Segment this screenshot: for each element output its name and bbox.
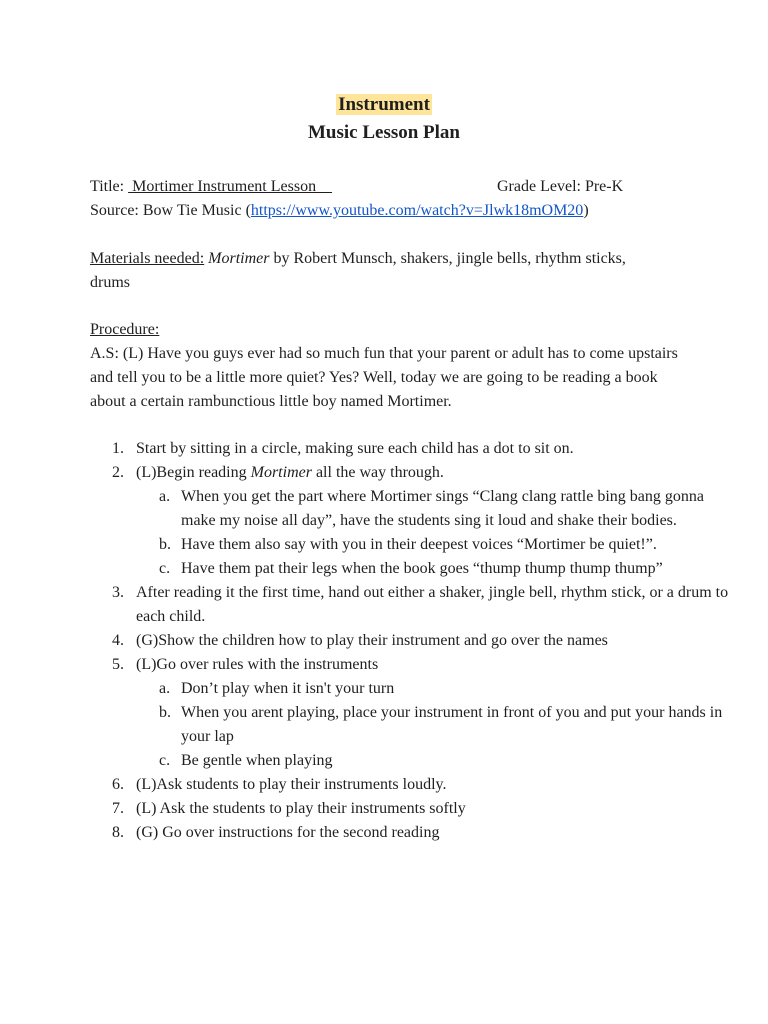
materials-paragraph: [90, 247, 650, 295]
source-label: Source: Bow Tie Music (: [90, 202, 251, 219]
document-title-text: Instrument: [338, 94, 430, 115]
sub-steps: [136, 677, 736, 773]
materials-book-title: Mortimer: [208, 250, 270, 267]
procedure-intro: A.S: (L) Have you guys ever had so much fun that your parent or adult has to come upstairs and tell you to be a little more quiet? Yes? Well, today we are going to be reading a book about a certain rambunctious little boy named Mortimer.: [90, 345, 678, 410]
sub-list-item: Have them pat their legs when the book goes “thump thump thump thump”: [181, 560, 663, 577]
sub-list-item: Be gentle when playing: [181, 752, 333, 769]
list-item: [136, 821, 736, 845]
list-item: [136, 653, 736, 773]
materials-label: Materials needed:: [90, 250, 205, 267]
list-item: [136, 773, 736, 797]
step-text: (L) Ask the students to play their instruments softly: [136, 800, 466, 817]
procedure-heading: [90, 318, 690, 342]
source-row: [90, 199, 589, 223]
step-text: all the way through.: [311, 464, 444, 481]
sub-list-item: When you arent playing, place your instrument in front of you and put your hands in your lap: [181, 704, 723, 745]
list-item: [136, 581, 736, 629]
title-label: Title:: [90, 178, 125, 195]
list-item: [136, 629, 736, 653]
procedure-label: Procedure:: [90, 321, 160, 338]
materials-list: by Robert Munsch, shakers, jingle bells, rhythm sticks, drums: [90, 250, 626, 291]
list-item: [136, 437, 736, 461]
document-subtitle: Music Lesson Plan: [307, 122, 461, 143]
source-close: ): [583, 202, 589, 219]
step-text: Start by sitting in a circle, making sure each child has a dot to sit on.: [136, 440, 574, 457]
document-title: [0, 93, 768, 117]
sub-steps: [136, 485, 736, 581]
step-book-title: Mortimer: [250, 464, 312, 481]
lesson-title-value: Mortimer Instrument Lesson: [128, 178, 333, 195]
sub-list-item: When you get the part where Mortimer sings “Clang clang rattle bing bang gonna make my noise all day”, have the students sing it loud and shake their bodies.: [181, 488, 704, 529]
list-item: [136, 461, 736, 581]
title-row: [90, 175, 332, 199]
step-text: (L)Go over rules with the instruments: [136, 656, 379, 673]
list-item: [136, 797, 736, 821]
step-text: (G)Show the children how to play their instrument and go over the names: [136, 632, 608, 649]
step-text: (L)Begin reading: [136, 464, 251, 481]
sub-list-item: Have them also say with you in their deepest voices “Mortimer be quiet!”.: [181, 536, 657, 553]
step-text: (L)Ask students to play their instruments loudly.: [136, 776, 447, 793]
grade-level: Grade Level: Pre-K: [497, 178, 624, 195]
sub-list-item: Don’t play when it isn't your turn: [181, 680, 395, 697]
source-link[interactable]: https://www.youtube.com/watch?v=Jlwk18mOM20: [250, 202, 584, 219]
step-text: After reading it the first time, hand out either a shaker, jingle bell, rhythm stick, or a drum to each child.: [136, 584, 729, 625]
procedure-steps: [90, 437, 736, 845]
step-text: (G) Go over instructions for the second reading: [136, 824, 440, 841]
